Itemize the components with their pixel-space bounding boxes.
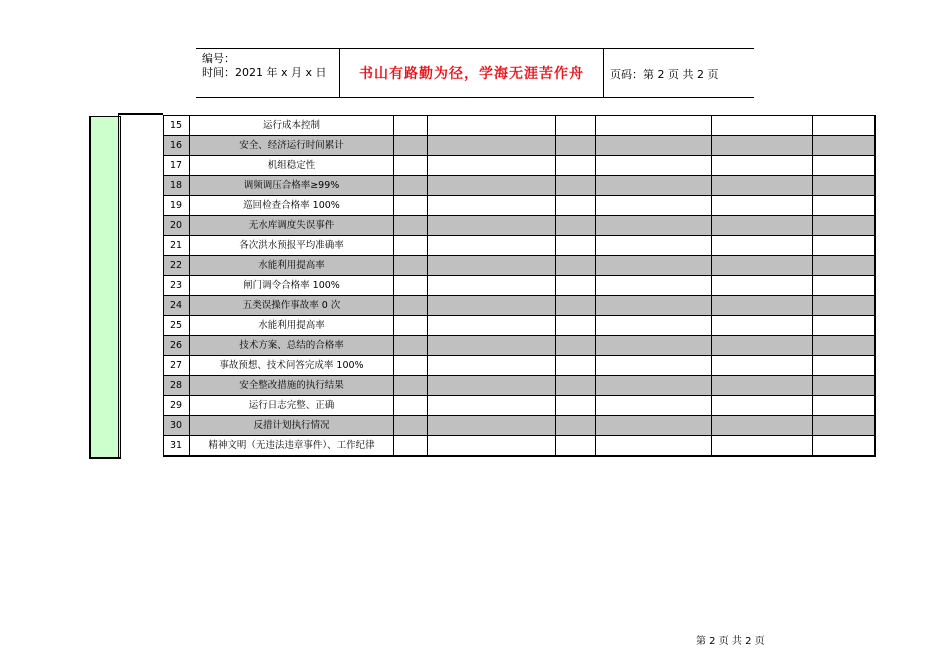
empty-cell: [596, 216, 712, 236]
row-item-name: 无水库调度失误事件: [190, 216, 394, 236]
empty-cell: [556, 376, 596, 396]
header-meta: [202, 52, 327, 80]
empty-cell: [813, 116, 875, 136]
empty-cell: [428, 136, 556, 156]
empty-cell: [712, 276, 813, 296]
empty-cell: [428, 416, 556, 436]
empty-cell: [394, 396, 428, 416]
empty-cell: [596, 196, 712, 216]
empty-cell: [556, 136, 596, 156]
empty-cell: [428, 396, 556, 416]
table-row: [164, 276, 875, 296]
empty-cell: [596, 436, 712, 457]
empty-cell: [813, 216, 875, 236]
category-cell: [89, 116, 121, 459]
empty-cell: [813, 376, 875, 396]
empty-cell: [712, 256, 813, 276]
empty-cell: [813, 256, 875, 276]
table-row: [164, 436, 875, 457]
empty-cell: [556, 176, 596, 196]
empty-cell: [712, 396, 813, 416]
table-row: [164, 176, 875, 196]
empty-cell: [712, 116, 813, 136]
empty-cell: [712, 196, 813, 216]
table-row: [164, 356, 875, 376]
empty-cell: [428, 256, 556, 276]
row-item-name: 运行成本控制: [190, 116, 394, 136]
empty-cell: [813, 396, 875, 416]
empty-cell: [596, 356, 712, 376]
empty-cell: [813, 316, 875, 336]
empty-cell: [712, 376, 813, 396]
header-motto: 书山有路勤为径，学海无涯苦作舟: [359, 66, 584, 82]
empty-cell: [596, 316, 712, 336]
row-item-name: 技术方案、总结的合格率: [190, 336, 394, 356]
row-item-name: 闸门调令合格率 100%: [190, 276, 394, 296]
empty-cell: [813, 436, 875, 457]
empty-cell: [394, 216, 428, 236]
row-item-name: 反措计划执行情况: [190, 416, 394, 436]
row-item-name: 五类误操作事故率 0 次: [190, 296, 394, 316]
empty-cell: [556, 416, 596, 436]
empty-cell: [428, 436, 556, 457]
empty-cell: [596, 416, 712, 436]
empty-cell: [556, 216, 596, 236]
page-header: [196, 48, 754, 98]
empty-cell: [394, 356, 428, 376]
row-number: 30: [164, 416, 190, 436]
row-item-name: 机组稳定性: [190, 156, 394, 176]
row-number: 31: [164, 436, 190, 457]
row-item-name: 精神文明（无违法违章事件）、工作纪律: [190, 436, 394, 457]
empty-cell: [394, 436, 428, 457]
table-row: [164, 336, 875, 356]
empty-cell: [394, 416, 428, 436]
row-number: 15: [164, 116, 190, 136]
empty-cell: [428, 236, 556, 256]
empty-cell: [712, 316, 813, 336]
empty-cell: [712, 176, 813, 196]
empty-cell: [556, 296, 596, 316]
empty-cell: [596, 396, 712, 416]
time-label: 时间：2021 年 x 月 x 日: [202, 66, 327, 79]
row-number: 17: [164, 156, 190, 176]
empty-cell: [596, 176, 712, 196]
row-number: 19: [164, 196, 190, 216]
empty-cell: [394, 116, 428, 136]
empty-cell: [596, 116, 712, 136]
empty-cell: [556, 156, 596, 176]
row-number: 29: [164, 396, 190, 416]
empty-cell: [712, 216, 813, 236]
empty-cell: [712, 296, 813, 316]
table-row: [164, 216, 875, 236]
empty-cell: [813, 276, 875, 296]
code-label: 编号：: [202, 52, 235, 65]
empty-cell: [428, 356, 556, 376]
empty-cell: [813, 176, 875, 196]
row-number: 23: [164, 276, 190, 296]
empty-cell: [813, 156, 875, 176]
empty-cell: [394, 156, 428, 176]
empty-cell: [394, 276, 428, 296]
empty-cell: [394, 376, 428, 396]
empty-cell: [556, 116, 596, 136]
empty-cell: [428, 196, 556, 216]
empty-cell: [556, 256, 596, 276]
empty-cell: [428, 376, 556, 396]
empty-cell: [394, 196, 428, 216]
empty-cell: [556, 436, 596, 457]
row-number: 25: [164, 316, 190, 336]
empty-cell: [428, 116, 556, 136]
empty-cell: [428, 336, 556, 356]
row-number: 21: [164, 236, 190, 256]
empty-cell: [394, 296, 428, 316]
table-row: [164, 296, 875, 316]
empty-cell: [394, 256, 428, 276]
header-divider: [603, 49, 604, 97]
empty-cell: [556, 196, 596, 216]
row-item-name: 各次洪水预报平均准确率: [190, 236, 394, 256]
empty-cell: [712, 156, 813, 176]
empty-cell: [556, 316, 596, 336]
empty-cell: [428, 216, 556, 236]
empty-cell: [813, 196, 875, 216]
empty-cell: [596, 236, 712, 256]
row-item-name: 水能利用提高率: [190, 316, 394, 336]
empty-cell: [596, 276, 712, 296]
empty-cell: [813, 136, 875, 156]
table-top-border: [118, 113, 163, 115]
evaluation-table: [163, 115, 876, 457]
row-number: 18: [164, 176, 190, 196]
row-item-name: 安全、经济运行时间累计: [190, 136, 394, 156]
row-item-name: 调频调压合格率≥99%: [190, 176, 394, 196]
table-row: [164, 116, 875, 136]
row-item-name: 巡回检查合格率 100%: [190, 196, 394, 216]
empty-cell: [428, 296, 556, 316]
empty-cell: [394, 176, 428, 196]
empty-cell: [394, 336, 428, 356]
empty-cell: [556, 336, 596, 356]
row-number: 22: [164, 256, 190, 276]
empty-cell: [712, 436, 813, 457]
table-row: [164, 316, 875, 336]
page-footer: 第 2 页 共 2 页: [696, 636, 765, 647]
table-row: [164, 236, 875, 256]
header-page-number: 页码：第 2 页 共 2 页: [610, 68, 719, 81]
table-row: [164, 396, 875, 416]
empty-cell: [596, 136, 712, 156]
empty-cell: [394, 316, 428, 336]
empty-cell: [712, 416, 813, 436]
empty-cell: [556, 356, 596, 376]
empty-cell: [813, 356, 875, 376]
table-row: [164, 136, 875, 156]
row-item-name: 运行日志完整、正确: [190, 396, 394, 416]
empty-cell: [428, 176, 556, 196]
empty-cell: [712, 336, 813, 356]
row-number: 26: [164, 336, 190, 356]
empty-cell: [428, 316, 556, 336]
table-row: [164, 416, 875, 436]
empty-cell: [556, 276, 596, 296]
empty-cell: [394, 236, 428, 256]
row-number: 16: [164, 136, 190, 156]
row-item-name: 事故预想、技术问答完成率 100%: [190, 356, 394, 376]
empty-cell: [813, 416, 875, 436]
empty-cell: [813, 336, 875, 356]
table-row: [164, 156, 875, 176]
empty-cell: [596, 376, 712, 396]
empty-cell: [712, 136, 813, 156]
row-number: 27: [164, 356, 190, 376]
empty-cell: [712, 356, 813, 376]
empty-cell: [596, 156, 712, 176]
empty-cell: [428, 276, 556, 296]
empty-cell: [596, 256, 712, 276]
empty-cell: [556, 396, 596, 416]
empty-cell: [596, 336, 712, 356]
row-item-name: 安全整改措施的执行结果: [190, 376, 394, 396]
row-number: 20: [164, 216, 190, 236]
row-number: 24: [164, 296, 190, 316]
empty-cell: [596, 296, 712, 316]
empty-cell: [813, 296, 875, 316]
table-row: [164, 376, 875, 396]
empty-cell: [556, 236, 596, 256]
table-left-border: [118, 113, 119, 458]
empty-cell: [712, 236, 813, 256]
empty-cell: [813, 236, 875, 256]
table-row: [164, 196, 875, 216]
row-number: 28: [164, 376, 190, 396]
row-item-name: 水能利用提高率: [190, 256, 394, 276]
empty-cell: [394, 136, 428, 156]
table-row: [164, 256, 875, 276]
empty-cell: [428, 156, 556, 176]
